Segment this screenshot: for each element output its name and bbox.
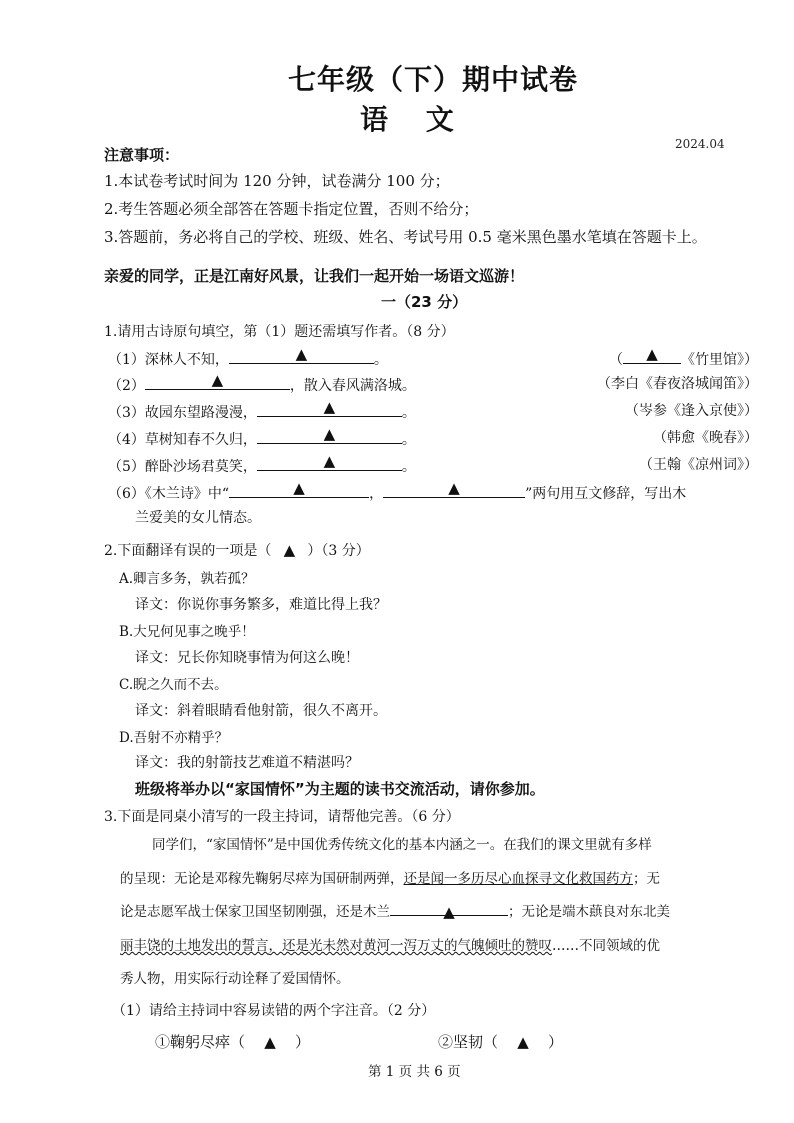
answer-marker[interactable]: ▲: [283, 541, 296, 559]
wavy-phrase-1: 丽丰饶的土地发出的誓言: [120, 938, 269, 954]
q2-translation-b: 译文：兄长你知晓事情为何这么晚！: [135, 650, 359, 666]
q2-option-b: B.大兄何见事之晚乎！: [119, 624, 255, 640]
answer-blank[interactable]: [229, 347, 374, 364]
q1-item-6-cont: 兰爱美的女儿情态。: [135, 510, 261, 526]
q3-stem: 3.下面是同桌小清写的一段主持词，请帮他完善。（6 分）: [104, 809, 460, 825]
q1-item-5-source: （王翰《凉州词》）: [639, 457, 758, 473]
q3-para-line-4: 丽丰饶的土地发出的誓言，还是光未然对黄河一泻万丈的气魄倾吐的赞叹……不同领域的优: [120, 938, 660, 954]
notice-item-2: 2.考生答题必须全部答在答题卡指定位置，否则不给分；: [104, 200, 479, 218]
page-footer: 第 1 页 共 6 页: [368, 1064, 461, 1080]
q2-option-a: A.卿言多务，孰若孤？: [119, 571, 255, 587]
q2-translation-d: 译文：我的射箭技艺难道不精湛吗？: [135, 755, 359, 771]
q1-stem: 1.请用古诗原句填空，第（1）题还需填写作者。（8 分）: [104, 324, 455, 340]
wavy-phrase-2: ，还是光未然对黄河一泻万丈的气魄倾吐的赞叹: [268, 938, 552, 954]
answer-blank[interactable]: ▲: [390, 899, 508, 916]
q2-option-d: D.吾射不亦精乎？: [119, 730, 229, 746]
q3-sub1-item-a: ①鞠躬尽瘁（ ▲ ）: [155, 1033, 311, 1051]
notice-item-3: 3.答题前，务必将自己的学校、班级、姓名、考试号用 0.5 毫米黑色墨水笔填在答题卡上。: [104, 228, 707, 246]
q1-item-1-source: （ ▲ 《竹里馆》）: [609, 345, 758, 368]
activity-intro: 班级将举办以“家国情怀”为主题的读书交流活动，请你参加。: [135, 780, 545, 798]
q1-item-4: （4）草树知春不久归， ▲ 。 （韩愈《晚春》）: [108, 425, 758, 448]
q3-para-line-5: 秀人物，用实际行动诠释了爱国情怀。: [120, 971, 350, 987]
q1-item-2-source: （李白《春夜洛城闻笛》）: [597, 376, 758, 392]
q3-sub1-stem: （1）请给主持词中容易读错的两个字注音。（2 分）: [112, 1003, 436, 1019]
subject-title: 语 文: [360, 103, 468, 136]
notice-item-1: 1.本试卷考试时间为 120 分钟，试卷满分 100 分；: [104, 172, 450, 190]
notice-heading: 注意事项：: [104, 146, 180, 164]
answer-marker[interactable]: ▲: [517, 1033, 529, 1051]
underlined-phrase: 还是闻一多历尽心血探寻文化救国药方: [403, 871, 633, 887]
answer-blank[interactable]: ▲: [257, 454, 402, 471]
q1-item-1: （1）深林人不知， ▲ 。 （ ▲ 《竹里馆》）: [108, 345, 758, 368]
q2-option-c: C.睨之久而不去。: [119, 677, 228, 693]
answer-marker[interactable]: ▲: [264, 1033, 276, 1051]
q2-translation-c: 译文：斜着眼睛看他射箭，很久不离开。: [135, 703, 387, 719]
q1-item-6: （6）《木兰诗》中“ ▲ ， ▲ ”两句用互文修辞，写出木: [108, 479, 687, 502]
answer-blank[interactable]: ▲: [383, 481, 525, 498]
answer-blank[interactable]: ▲: [257, 400, 402, 417]
q3-para-line-3: 论是志愿军战士保家卫国坚韧刚强，还是木兰 ▲ ；无论是端木蕻良对东北美: [120, 897, 670, 927]
q2-translation-a: 译文：你说你事务繁多，难道比得上我？: [135, 597, 387, 613]
q2-stem: 2.下面翻译有误的一项是（ ▲ ）（3 分）: [104, 541, 370, 559]
answer-blank[interactable]: ▲: [257, 427, 402, 444]
blank-marker: ▲: [295, 345, 308, 363]
answer-blank[interactable]: ▲: [145, 373, 290, 390]
exam-date: 2024.04: [675, 137, 725, 151]
answer-blank[interactable]: ▲: [229, 481, 369, 498]
intro-line: 亲爱的同学，正是江南好风景，让我们一起开始一场语文巡游！: [104, 267, 525, 285]
q1-item-3: （3）故园东望路漫漫， ▲ 。 （岑参《逢入京使》）: [108, 398, 758, 421]
q3-para-line-2: 的呈现：无论是邓稼先鞠躬尽瘁为国研制两弹，还是闻一多历尽心血探寻文化救国药方；无: [120, 871, 660, 887]
q1-item-4-source: （韩愈《晚春》）: [653, 430, 758, 446]
author-blank[interactable]: ▲: [623, 347, 681, 364]
q1-item-2: （2） ▲ ，散入春风满洛城。 （李白《春夜洛城闻笛》）: [108, 371, 758, 394]
q1-item-3-source: （岑参《逢入京使》）: [625, 403, 758, 419]
q3-sub1-item-b: ②坚韧（ ▲ ）: [438, 1033, 564, 1051]
q1-item-5: （5）醉卧沙场君莫笑， ▲ 。 （王翰《凉州词》）: [108, 452, 758, 475]
exam-title: 七年级（下）期中试卷: [288, 63, 579, 96]
q3-para-line-1: 同学们，“家国情怀”是中国优秀传统文化的基本内涵之一。在我们的课文里就有多样: [152, 837, 652, 853]
section-heading: 一（23 分）: [381, 293, 468, 311]
